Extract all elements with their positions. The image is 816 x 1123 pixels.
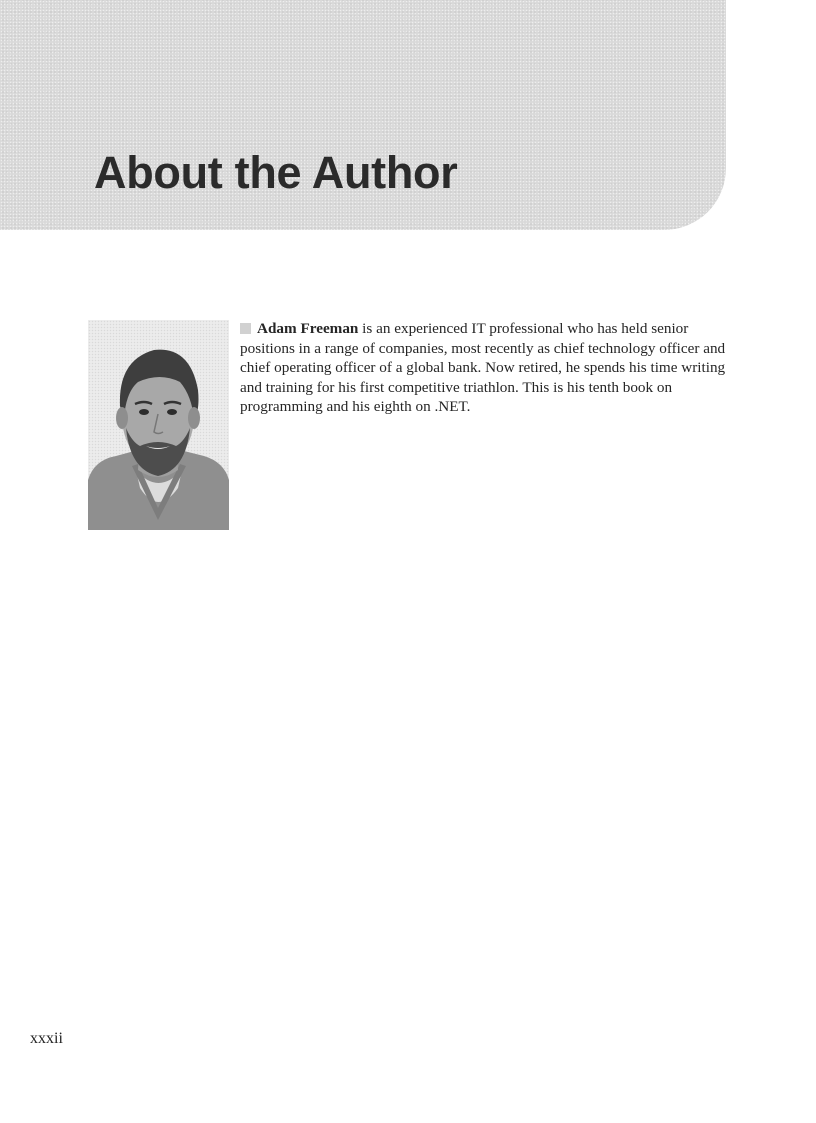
page-number: xxxii [30, 1030, 63, 1047]
chapter-header-band [0, 0, 726, 230]
author-bio-text: is an experienced IT professional who has held senior positions in a range of companies, most recently as chief technology officer and chief operating officer of a global bank. Now retired, he spends his time writing and training for his first competitive triathlon. This is his tenth book on programming and his eighth on .NET. [240, 320, 726, 416]
paragraph-marker-icon [240, 323, 251, 334]
author-bio [240, 319, 742, 417]
page-title: About the Author [94, 147, 458, 198]
author-photo [88, 320, 229, 530]
author-name: Adam Freeman [257, 320, 359, 337]
